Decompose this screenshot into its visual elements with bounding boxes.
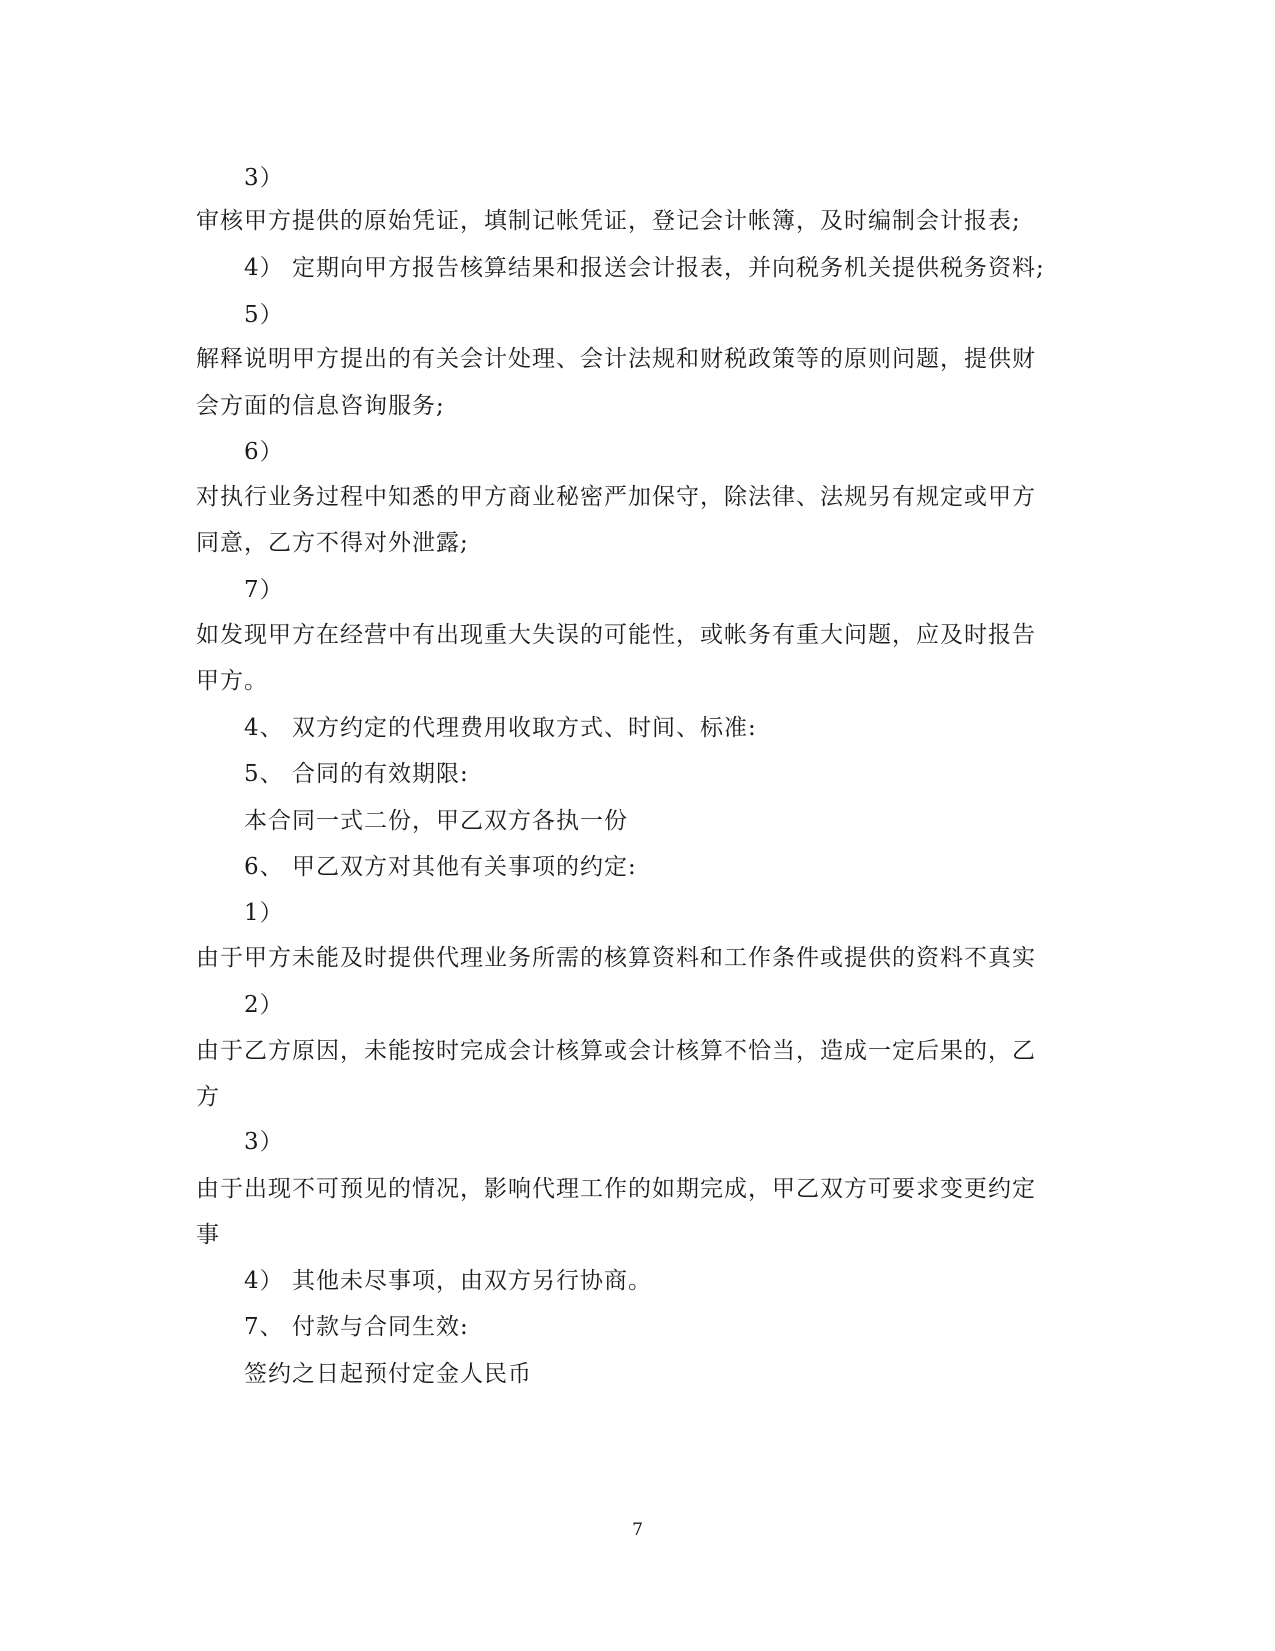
section-4-heading: 4、 双方约定的代理费用收取方式、时间、标准: [244, 715, 757, 741]
paragraph-review-vouchers: 审核甲方提供的原始凭证，填制记帐凭证，登记会计帐簿，及时编制会计报表; [196, 208, 1021, 234]
paragraph-copies: 本合同一式二份，甲乙双方各执一份 [244, 808, 628, 834]
item-marker-3: 3） [244, 165, 284, 191]
item-marker-6: 6） [244, 439, 284, 465]
paragraph-report-results: 4） 定期向甲方报告核算结果和报送会计报表，并向税务机关提供税务资料; [244, 255, 1045, 281]
paragraph-secrecy-line-1: 对执行业务过程中知悉的甲方商业秘密严加保守，除法律、法规另有规定或甲方 [196, 484, 1036, 510]
section-6-heading: 6、 甲乙双方对其他有关事项的约定: [244, 854, 637, 880]
paragraph-explain-line-1: 解释说明甲方提出的有关会计处理、会计法规和财税政策等的原则问题，提供财 [196, 346, 1036, 372]
section-5-heading: 5、 合同的有效期限: [244, 761, 469, 787]
paragraph-party-b-fault-line-1: 由于乙方原因，未能按时完成会计核算或会计核算不恰当，造成一定后果的，乙 [196, 1038, 1036, 1064]
paragraph-report-line-2: 甲方。 [196, 668, 268, 694]
page-number: 7 [632, 1520, 643, 1540]
paragraph-other-matters: 4） 其他未尽事项，由双方另行协商。 [244, 1268, 652, 1294]
item-marker-2: 2） [244, 992, 284, 1018]
paragraph-secrecy-line-2: 同意，乙方不得对外泄露; [196, 530, 469, 556]
paragraph-report-line-1: 如发现甲方在经营中有出现重大失误的可能性，或帐务有重大问题，应及时报告 [196, 622, 1036, 648]
item-marker-1: 1） [244, 900, 284, 926]
paragraph-unforeseen-line-1: 由于出现不可预见的情况，影响代理工作的如期完成，甲乙双方可要求变更约定 [196, 1176, 1036, 1202]
section-7-heading: 7、 付款与合同生效: [244, 1314, 469, 1340]
paragraph-unforeseen-line-2: 事 [196, 1222, 220, 1248]
paragraph-party-b-fault-line-2: 方 [196, 1084, 220, 1110]
paragraph-deposit: 签约之日起预付定金人民币 [244, 1361, 532, 1387]
paragraph-party-a-fault: 由于甲方未能及时提供代理业务所需的核算资料和工作条件或提供的资料不真实 [196, 945, 1036, 971]
item-marker-5: 5） [244, 302, 284, 328]
paragraph-explain-line-2: 会方面的信息咨询服务; [196, 393, 445, 419]
item-marker-3b: 3） [244, 1129, 284, 1155]
item-marker-7: 7） [244, 577, 284, 603]
